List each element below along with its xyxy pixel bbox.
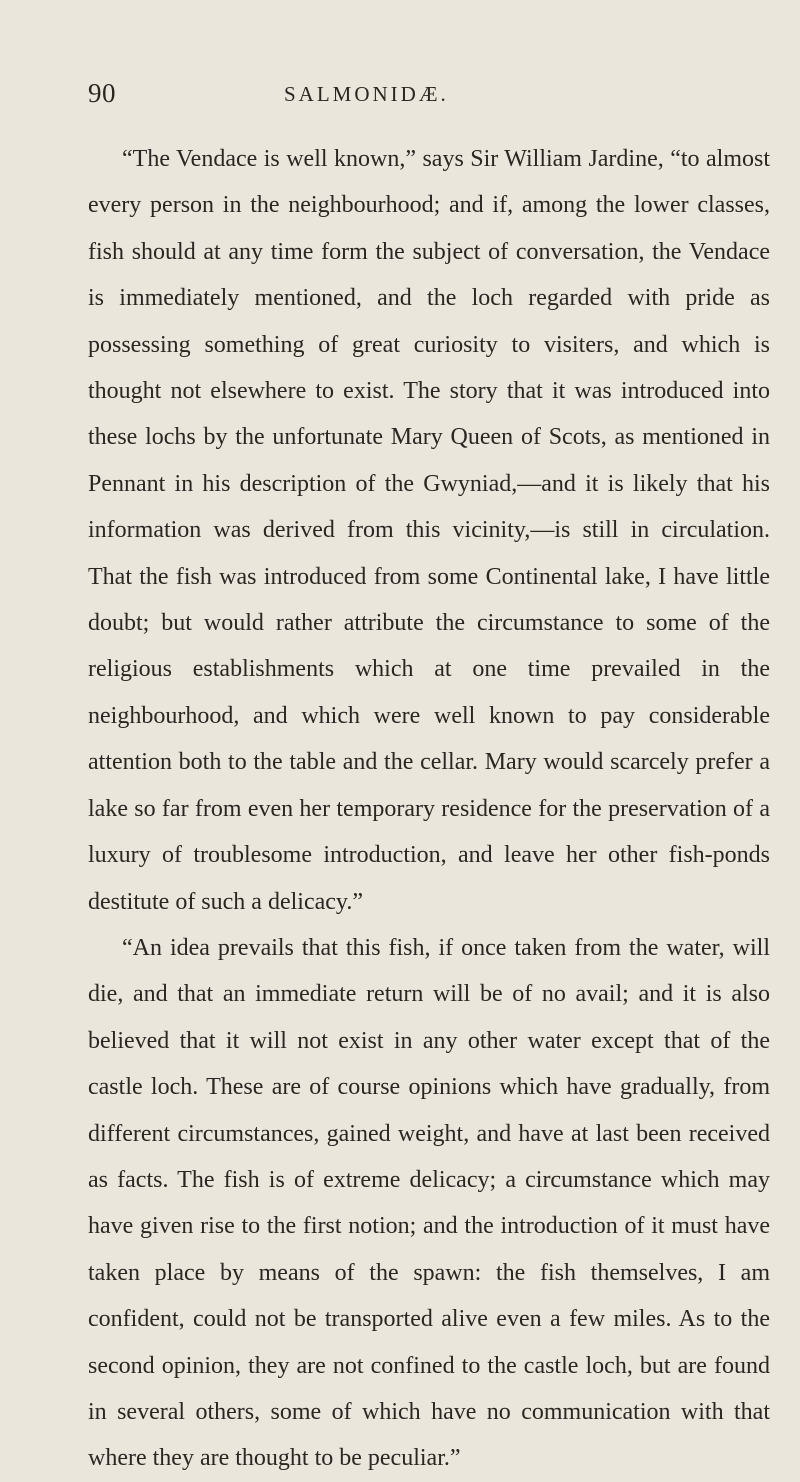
body-text bbox=[88, 136, 770, 1482]
page-number: 90 bbox=[88, 78, 116, 108]
paragraph: “An idea prevails that this fish, if once taken from the water, will die, and that an immediate return will be of no avail; and it is also believed that it will not exist in any other water except that of the castle loch. These are of course opinions which have gradually, from different circumstances, gained weight, and have at last been received as facts. The fish is of extreme delicacy; a circumstance which may have given rise to the first notion; and the introduction of it must have taken place by means of the spawn: the fish themselves, I am confident, could not be transported alive even a few miles. As to the second opinion, they are not confined to the castle loch, but are found in several others, some of which have no communication with that where they are thought to be peculiar.” bbox=[88, 934, 770, 1472]
paragraph: “The Vendace is well known,” says Sir William Jardine, “to almost every person in the neighbourhood; and if, among the lower classes, fish should at any time form the subject of conversation, the Vendace is immediately mentioned, and the loch regarded with pride as possessing something of great curiosity to visiters, and which is thought not elsewhere to exist. The story that it was introduced into these lochs by the unfortunate Mary Queen of Scots, as mentioned in Pennant in his description of the Gwyniad,—and it is likely that his information was derived from this vicinity,—is still in circulation. That the fish was introduced from some Continental lake, I have little doubt; but would rather attribute the circumstance to some of the religious establishments which at one time prevailed in the neighbourhood, and which were well known to pay considerable attention both to the table and the cellar. Mary would scarcely prefer a lake so far from even her temporary residence for the preservation of a luxury of troublesome introduction, and leave her other fish-ponds destitute of such a delicacy.” bbox=[88, 146, 770, 915]
running-head: SALMONIDÆ. bbox=[284, 82, 449, 106]
page-header bbox=[88, 78, 768, 118]
